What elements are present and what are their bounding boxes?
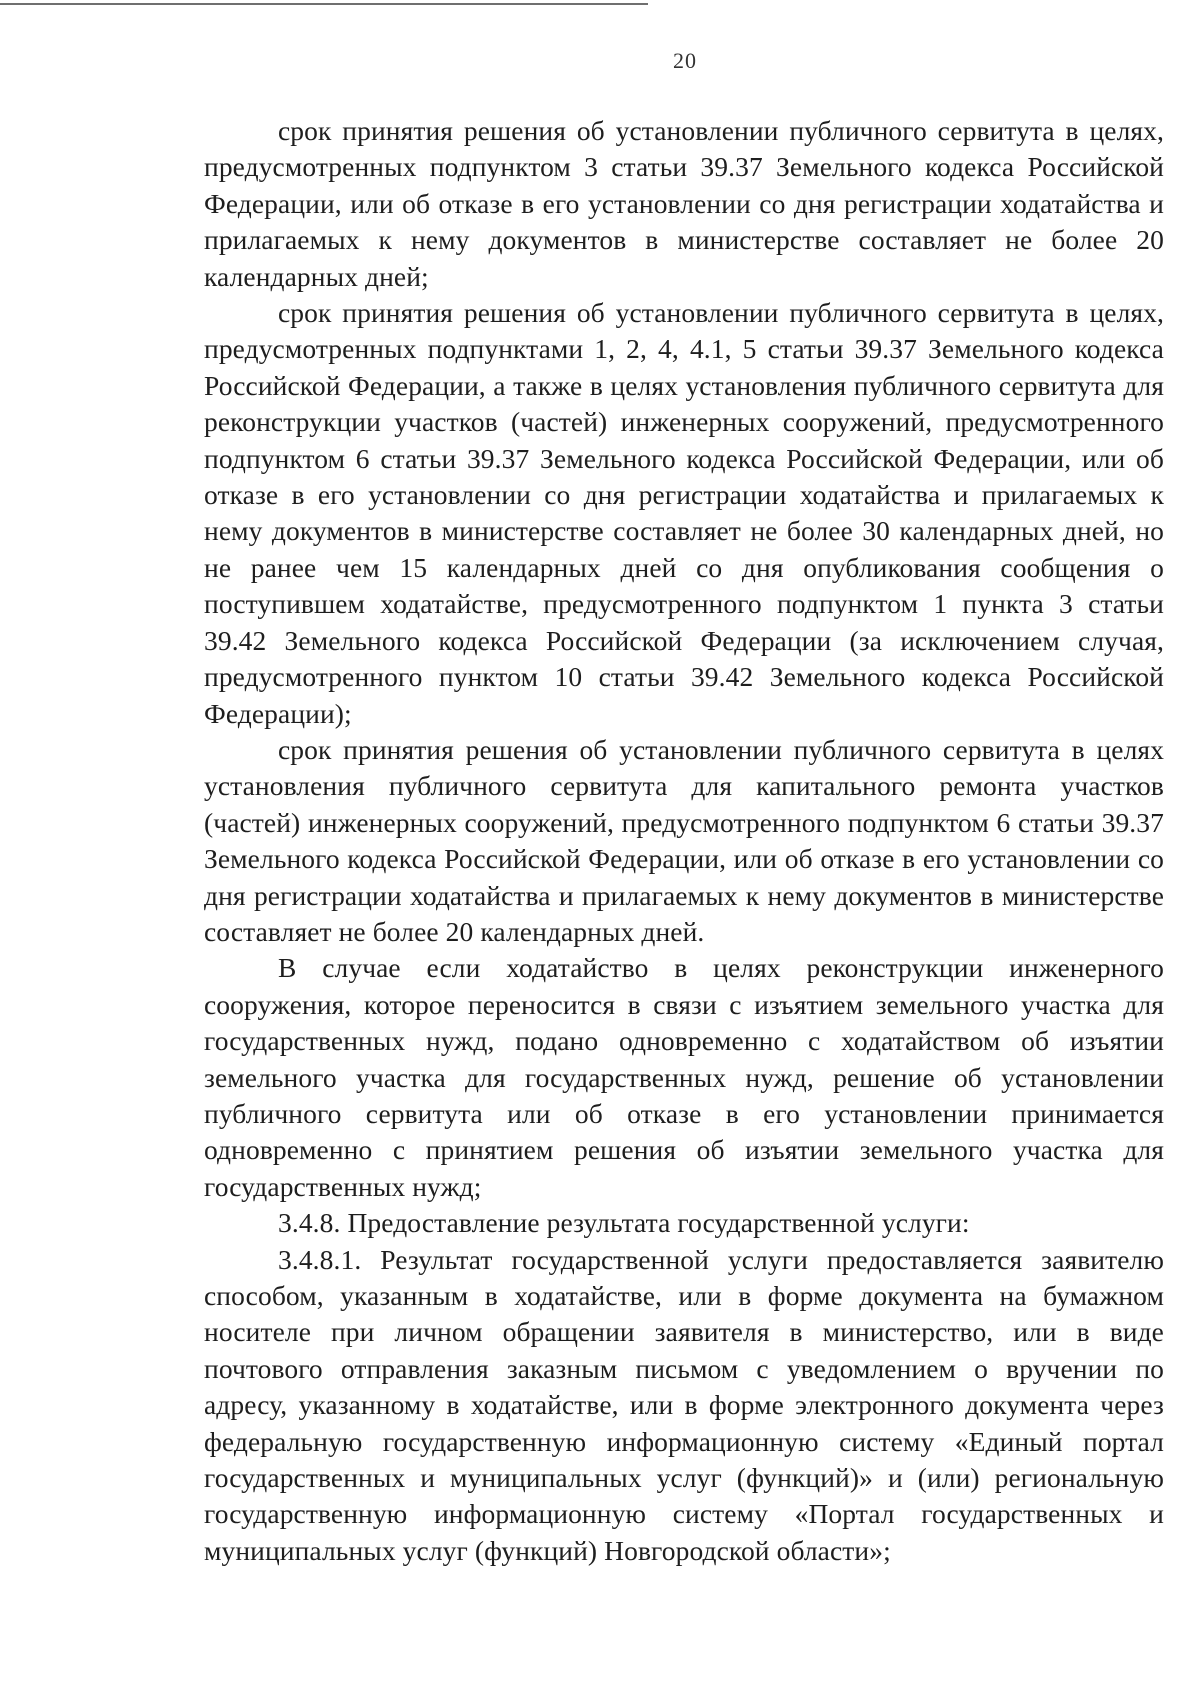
paragraph-reconstruction-case: В случае если ходатайство в целях реконструкции инженерного сооружения, которое переносится в связи с изъятием земельного участка для государственных нужд, подано одновременно с ходатайством об изъятии земельного участка для государственных нужд, решение об установлении публичного сервитута или об отказе в его установлении принимается одновременно с принятием решения об изъятии земельного участка для государственных нужд; [204, 952, 1164, 1202]
page-number: 20 [673, 48, 697, 73]
paragraph-deadline-subpoint-3: срок принятия решения об установлении публичного сервитута в целях, предусмотренных подпунктом 3 статьи 39.37 Земельного кодекса Российской Федерации, или об отказе в его установлении со дня регистрации ходатайства и прилагаемых к нему документов в министерстве составляет не более 20 календарных дней; [204, 115, 1164, 292]
paragraph-section-3-4-8-1: 3.4.8.1. Результат государственной услуги предоставляется заявителю способом, указанным в ходатайстве, или в форме документа на бумажном носителе при личном обращении заявителя в министерство, или в виде почтового отправления заказным письмом с уведомлением о вручении по адресу, указанному в ходатайстве, или в форме электронного документа через федеральную государственную информационную систему «Единый портал государственных и муниципальных услуг (функций)» и (или) региональную государственную информационную систему «Портал государственных и муниципальных услуг (функций) Новгородской области»; [204, 1243, 1164, 1566]
document-body [204, 113, 1164, 1569]
paragraph-deadline-capital-repair: срок принятия решения об установлении публичного сервитута в целях установления публичного сервитута для капитального ремонта участков (частей) инженерных сооружений, предусмотренного подпунктом 6 статьи 39.37 Земельного кодекса Российской Федерации, или об отказе в его установлении со дня регистрации ходатайства и прилагаемых к нему документов в министерстве составляет не более 20 календарных дней. [204, 733, 1164, 947]
top-rule [0, 3, 648, 5]
paragraph-deadline-subpoints-1-5: срок принятия решения об установлении публичного сервитута в целях, предусмотренных подпунктами 1, 2, 4, 4.1, 5 статьи 39.37 Земельного кодекса Российской Федерации, а также в целях установления публичного сервитута для реконструкции участков (частей) инженерных сооружений, предусмотренного подпунктом 6 статьи 39.37 Земельного кодекса Российской Федерации, или об отказе в его установлении со дня регистрации ходатайства и прилагаемых к нему документов в министерстве составляет не более 30 календарных дней, но не ранее чем 15 календарных дней со дня опубликования сообщения о поступившем ходатайстве, предусмотренного подпунктом 1 пункта 3 статьи 39.42 Земельного кодекса Российской Федерации (за исключением случая, предусмотренного пунктом 10 статьи 39.42 Земельного кодекса Российской Федерации); [204, 297, 1164, 729]
paragraph-section-3-4-8: 3.4.8. Предоставление результата государственной услуги: [278, 1207, 970, 1239]
